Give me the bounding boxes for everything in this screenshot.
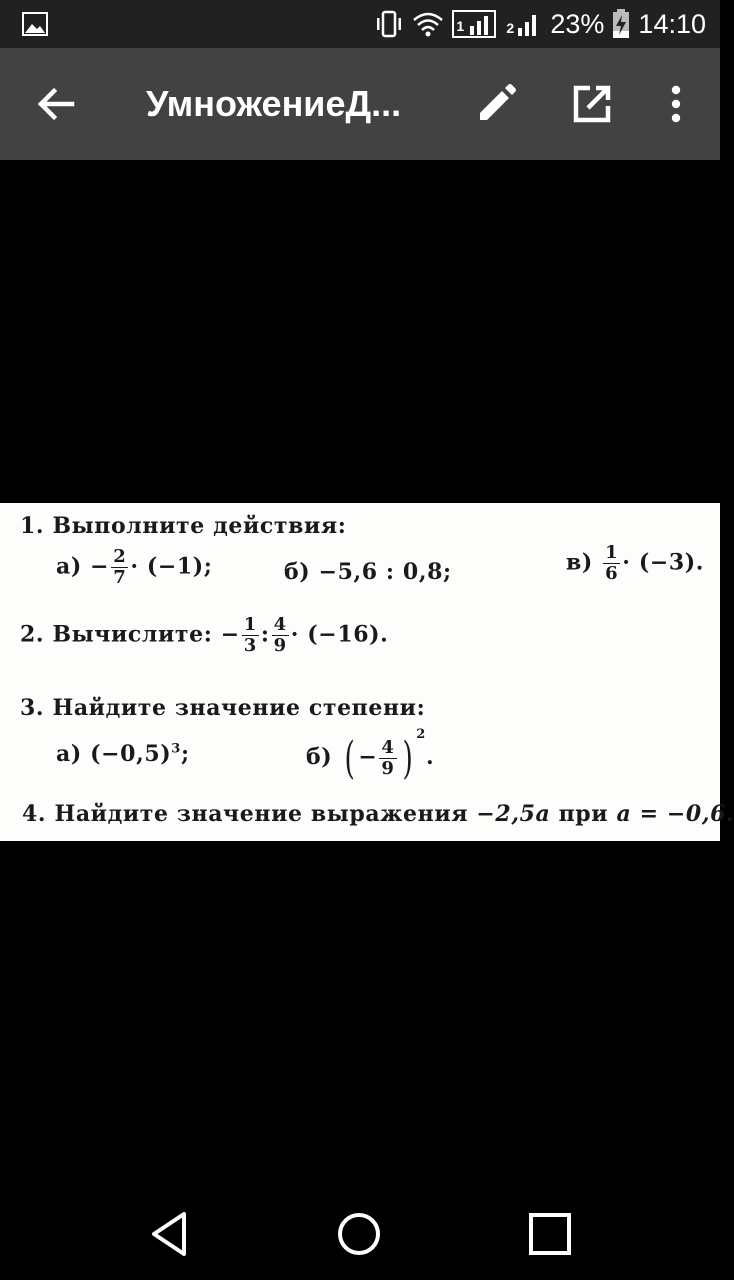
app-bar [0, 48, 720, 160]
task-3b: б) ( − $\frac{4}{9}$ ) $^2$. [306, 727, 435, 784]
nav-recents-icon[interactable] [524, 1208, 576, 1260]
document-title: УмножениеД... [146, 83, 402, 124]
clock: 14:10 [638, 8, 706, 39]
battery-charging-icon [612, 9, 630, 39]
edit-pencil-icon[interactable] [470, 78, 522, 130]
task-3a: а) $(-0,5)^3$; [56, 741, 190, 767]
status-bar [0, 0, 720, 48]
more-vert-icon[interactable] [650, 78, 702, 130]
task-1-heading: 1. Выполните действия: [20, 513, 347, 539]
open-external-icon[interactable] [566, 78, 618, 130]
battery-percent: 23% [550, 8, 605, 39]
task-2: 2. Вычислите: − $\frac{1}{3}$ : $\frac{4}{9}$ · (−16). [20, 614, 389, 656]
task-1a: а) − $\frac{2}{7}$ · (−1); [56, 546, 213, 588]
document-viewer[interactable] [0, 160, 734, 1190]
signal-sim2-icon [504, 10, 542, 38]
sim1-label: 1 [456, 18, 465, 34]
task-3-heading: 3. Найдите значение степени: [20, 695, 426, 721]
nav-home-icon[interactable] [333, 1208, 385, 1260]
status-icons [374, 0, 706, 48]
wifi-icon [412, 11, 444, 37]
document-page-image[interactable] [0, 503, 734, 841]
navigation-bar [0, 1190, 720, 1280]
nav-back-icon[interactable] [144, 1208, 196, 1260]
vibrate-icon [374, 11, 404, 37]
task-4: 4. Найдите значение выражения −2,5a при a = −0,6. [22, 801, 734, 827]
task-1b: б) −5,6 : 0,8; [284, 559, 452, 585]
sim2-label: 2 [506, 20, 515, 36]
paren-close: ) [402, 732, 413, 784]
paren-open: ( [344, 732, 355, 784]
signal-sim1-icon [452, 10, 496, 38]
back-arrow-icon[interactable] [30, 78, 82, 130]
gallery-notification-icon [22, 12, 48, 36]
task-1c: в) $\frac{1}{6}$ · (−3). [566, 542, 705, 584]
